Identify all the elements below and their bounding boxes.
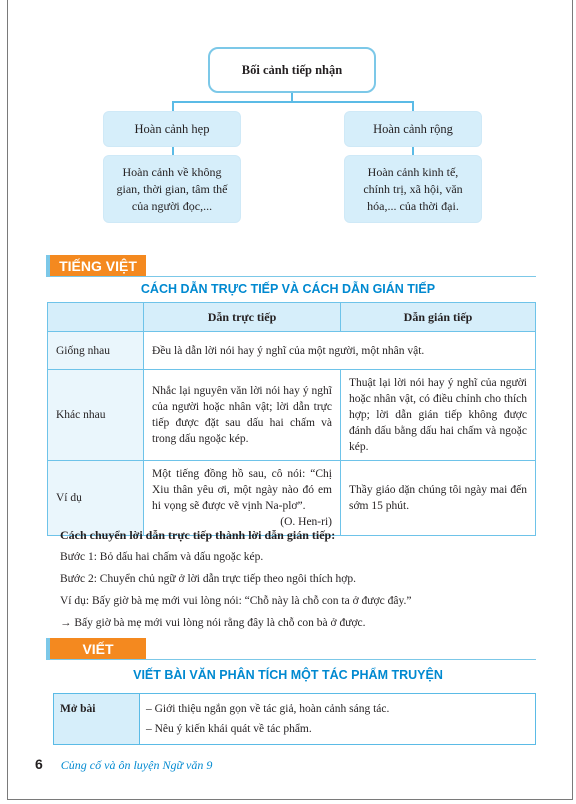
section-title-viet: VIẾT BÀI VĂN PHÂN TÍCH MỘT TÁC PHẨM TRUYỆN: [133, 668, 443, 682]
connector-left-lower: [172, 147, 174, 155]
notes-example: Ví dụ: Bấy giờ bà mẹ mới vui lòng nói: “Chỗ này là chỗ con ta ở được đây.”: [60, 595, 412, 607]
table-header-indirect: Dẫn gián tiếp: [341, 303, 536, 332]
page-number: 6: [35, 756, 43, 772]
similar-cell: Đều là dẫn lời nói hay ý nghĩ của một người, một nhân vật.: [144, 332, 536, 370]
row-label-different: Khác nhau: [48, 370, 144, 461]
book-title: Củng cố và ôn luyện Ngữ văn 9: [60, 758, 213, 772]
notes-step-1: Bước 1: Bỏ dấu hai chấm và dấu ngoặc kép.: [60, 551, 264, 563]
intro-content: [140, 694, 536, 745]
page-footer: [35, 756, 212, 773]
table-header-empty: [48, 303, 144, 332]
table-row: [48, 370, 536, 461]
table-row: [54, 694, 536, 745]
connector-left: [172, 101, 174, 111]
list-item: – Giới thiệu ngắn gọn về tác giả, hoàn cảnh sáng tác.: [146, 703, 390, 715]
row-label-intro: Mở bài: [54, 694, 140, 745]
section-title-tieng-viet: CÁCH DẪN TRỰC TIẾP VÀ CÁCH DẪN GIÁN TIẾP: [140, 282, 436, 296]
row-label-example: Ví dụ: [48, 461, 144, 536]
notes-heading: Cách chuyển lời dẫn trực tiếp thành lời dẫn gián tiếp:: [60, 528, 336, 542]
writing-outline-table: [53, 693, 536, 745]
connector-horizontal: [172, 101, 414, 103]
example-direct-text: Một tiếng đồng hồ sau, cô nói: “Chị Xiu thân yêu ơi, một ngày nào đó em hi vọng sẽ được vẽ vịnh Na-plơ”.: [152, 468, 332, 512]
different-indirect-cell: Thuật lại lời nói hay ý nghĩ của người hoặc nhân vật, có điều chỉnh cho thích hợp; lời dẫn gián tiếp không được đánh dấu bằng dấu hai chấm và ngoặc kép.: [341, 370, 536, 461]
different-direct-cell: Nhắc lại nguyên văn lời nói hay ý nghĩ của người hoặc nhân vật; lời dẫn trực tiếp được đặt sau dấu hai chấm và trong dấu ngoặc kép.: [144, 370, 341, 461]
diagram-right-detail: Hoàn cảnh kinh tế, chính trị, xã hội, văn hóa,... của thời đại.: [344, 155, 482, 223]
section-divider: [46, 659, 536, 660]
section-divider: [46, 276, 536, 277]
conversion-notes: [60, 524, 540, 634]
connector-right-lower: [412, 147, 414, 155]
section-label-viet: VIẾT: [46, 638, 146, 660]
table-header-direct: Dẫn trực tiếp: [144, 303, 341, 332]
diagram-right-title: Hoàn cảnh rộng: [344, 111, 482, 147]
notes-result: → Bấy giờ bà mẹ mới vui lòng nói rằng đây là chỗ con bà ở được.: [60, 617, 366, 629]
section-label-tieng-viet: TIẾNG VIỆT: [46, 255, 146, 277]
table-row: [48, 332, 536, 370]
example-indirect-cell: Thầy giáo dặn chúng tôi ngày mai đến sớm 15 phút.: [341, 461, 536, 536]
diagram-root: Bối cảnh tiếp nhận: [208, 47, 376, 93]
diagram-left-detail: Hoàn cảnh về không gian, thời gian, tâm thế của người đọc,...: [103, 155, 241, 223]
comparison-table: [47, 302, 536, 536]
row-label-similar: Giống nhau: [48, 332, 144, 370]
notes-step-2: Bước 2: Chuyển chủ ngữ ở lời dẫn trực tiếp theo ngôi thích hợp.: [60, 573, 356, 585]
example-source: (O. Hen-ri): [280, 516, 332, 528]
list-item: – Nêu ý kiến khái quát về tác phẩm.: [146, 723, 312, 735]
diagram-left-title: Hoàn cảnh hẹp: [103, 111, 241, 147]
connector-right: [412, 101, 414, 111]
table-header-row: [48, 303, 536, 332]
